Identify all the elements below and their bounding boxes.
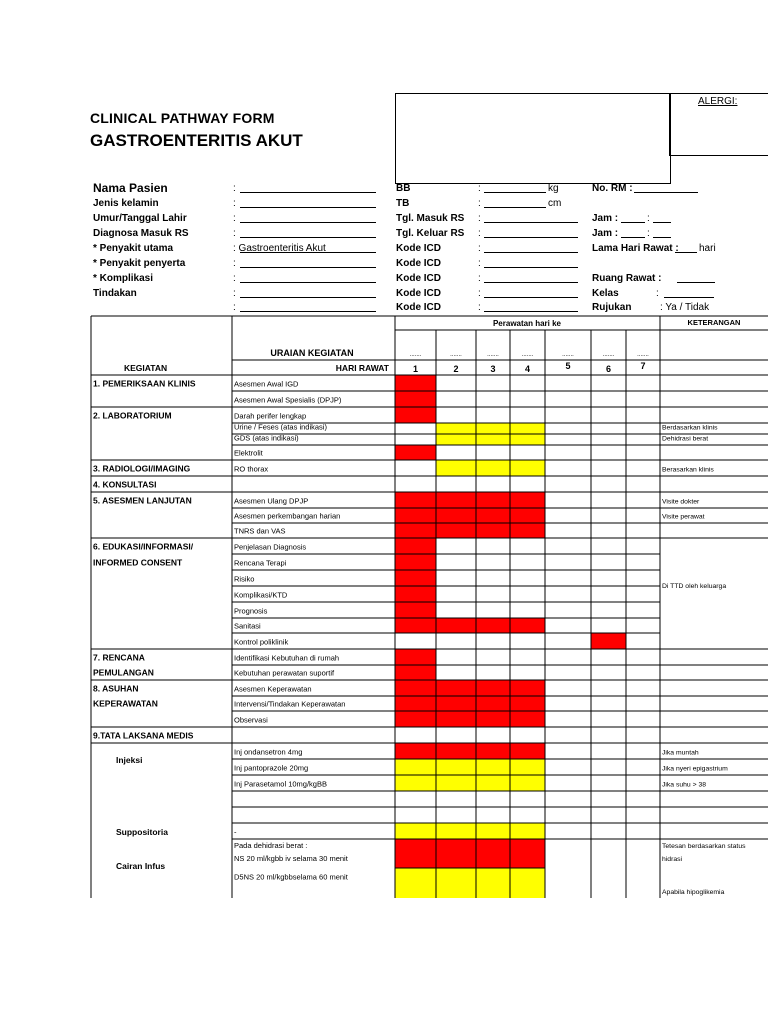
activity-description: Elektrolit: [234, 448, 263, 458]
required-cell[interactable]: [395, 554, 436, 570]
activity-description: Darah perifer lengkap: [234, 411, 307, 421]
activity-label: Injeksi: [116, 755, 143, 765]
day-date-placeholder[interactable]: .......: [409, 352, 422, 358]
kegiatan-header: KEGIATAN: [124, 363, 168, 373]
remark-text: Berdasarkan klinis: [662, 424, 718, 432]
clinical-field-value: :: [478, 243, 481, 254]
required-cell[interactable]: [395, 407, 436, 423]
clinical-field-value: :: [478, 288, 481, 299]
required-cell[interactable]: [395, 711, 436, 727]
optional-cell[interactable]: [436, 823, 476, 839]
clinical-field-value: :: [478, 228, 481, 239]
required-cell[interactable]: [591, 633, 626, 649]
patient-field-value: :: [233, 258, 236, 269]
optional-cell[interactable]: [395, 868, 436, 898]
patient-field-value: :: [233, 183, 236, 194]
day-date-placeholder[interactable]: .......: [487, 352, 499, 358]
required-cell[interactable]: [476, 508, 510, 523]
clinical-field-value: :: [478, 213, 481, 224]
optional-cell[interactable]: [476, 423, 510, 434]
required-cell[interactable]: [395, 538, 436, 554]
activity-label: 1. PEMERIKSAAN KLINIS: [93, 378, 196, 389]
patient-field-label: Jenis kelamin: [93, 198, 159, 209]
optional-cell[interactable]: [476, 434, 510, 445]
day-number: 6: [605, 364, 612, 374]
patient-field-value: :: [233, 273, 236, 284]
clinical-field-value: :: [478, 198, 481, 209]
clinical-field-label: Kode ICD: [396, 243, 441, 254]
required-cell[interactable]: [510, 618, 545, 633]
activity-label: 3. RADIOLOGI/IMAGING: [93, 463, 191, 474]
required-cell[interactable]: [436, 618, 476, 633]
activity-label: INFORMED CONSENT: [93, 557, 183, 568]
form-title: CLINICAL PATHWAY FORM: [90, 110, 275, 126]
required-cell[interactable]: [436, 492, 476, 508]
required-cell[interactable]: [476, 743, 510, 759]
required-cell[interactable]: [395, 445, 436, 460]
remark-text: Berasarkan klinis: [662, 466, 714, 474]
required-cell[interactable]: [395, 391, 436, 407]
patient-field-label: Umur/Tanggal Lahir: [93, 213, 187, 224]
clinical-field-label: Kode ICD: [396, 258, 441, 269]
optional-cell[interactable]: [476, 823, 510, 839]
admin-field-label: Jam :: [592, 228, 619, 239]
required-cell[interactable]: [436, 696, 476, 711]
required-cell[interactable]: [436, 743, 476, 759]
clinical-field-label: Tgl. Masuk RS: [396, 213, 465, 224]
patient-field-label: * Penyakit penyerta: [93, 258, 186, 269]
clinical-field-unit: kg: [548, 183, 559, 194]
remark-text: Visite perawat: [662, 513, 705, 521]
required-cell[interactable]: [395, 743, 436, 759]
optional-cell[interactable]: [476, 759, 510, 775]
admin-field-label: Rujukan: [592, 302, 632, 313]
required-cell[interactable]: [476, 680, 510, 696]
required-cell[interactable]: [436, 523, 476, 538]
day-number: 1: [412, 364, 419, 374]
admin-field-label: Kelas: [592, 288, 619, 299]
patient-field-label: Tindakan: [93, 288, 137, 299]
admin-field-unit: hari: [699, 243, 716, 254]
activity-description: Intervensi/Tindakan Keperawatan: [234, 699, 346, 709]
patient-field-value: : Gastroenteritis Akut: [233, 243, 326, 254]
required-cell[interactable]: [510, 523, 545, 538]
activity-label: Cairan Infus: [116, 861, 166, 871]
activity-description: -: [234, 827, 237, 837]
admin-field-label: Ruang Rawat :: [592, 273, 662, 284]
required-cell[interactable]: [395, 839, 436, 868]
clinical-field-value: :: [478, 302, 481, 313]
activity-description: GDS (atas indikasi): [234, 433, 299, 443]
patient-field-label: Nama Pasien: [93, 181, 168, 195]
activity-description: Inj ondansetron 4mg: [234, 747, 303, 757]
patient-field-label: Diagnosa Masuk RS: [93, 228, 189, 239]
activity-description: TNRS dan VAS: [234, 526, 286, 536]
required-cell[interactable]: [395, 680, 436, 696]
required-cell[interactable]: [395, 508, 436, 523]
remark-text: Jika muntah: [662, 749, 699, 757]
required-cell[interactable]: [395, 696, 436, 711]
remark-text: Di TTD oleh keluarga: [662, 583, 727, 590]
activity-label: 2. LABORATORIUM: [93, 410, 172, 421]
required-cell[interactable]: [395, 665, 436, 680]
activity-description: D5NS 20 ml/kgbbselama 60 menit: [234, 872, 348, 882]
optional-cell[interactable]: [510, 775, 545, 791]
required-cell[interactable]: [436, 839, 476, 868]
day-number: 7: [640, 361, 646, 371]
activity-label: 8. ASUHAN: [93, 683, 139, 694]
required-cell[interactable]: [436, 680, 476, 696]
clinical-field-label: Kode ICD: [396, 302, 441, 313]
optional-cell[interactable]: [510, 460, 545, 476]
required-cell[interactable]: [476, 618, 510, 633]
patient-field-value: :: [233, 288, 236, 299]
day-date-placeholder[interactable]: .......: [450, 352, 462, 358]
activity-label: 7. RENCANA: [93, 652, 145, 663]
activity-description: Prognosis: [234, 606, 268, 616]
activity-description: Asesmen Keperawatan: [234, 684, 312, 694]
required-cell[interactable]: [476, 711, 510, 727]
required-cell[interactable]: [510, 711, 545, 727]
required-cell[interactable]: [436, 508, 476, 523]
activity-description: Inj pantoprazole 20mg: [234, 763, 309, 773]
activity-description: Asesmen Awal IGD: [234, 379, 299, 389]
activity-description: Identifikasi Kebutuhan di rumah: [234, 653, 340, 663]
remark-text: Dehidrasi berat: [662, 435, 709, 443]
admin-field-sep: :: [656, 288, 659, 299]
optional-cell[interactable]: [436, 868, 476, 898]
optional-cell[interactable]: [436, 775, 476, 791]
day-number: 4: [524, 364, 531, 374]
activity-description: NS 20 ml/kgbb iv selama 30 menit: [234, 854, 348, 863]
required-cell[interactable]: [395, 570, 436, 586]
required-cell[interactable]: [510, 696, 545, 711]
day-number: 2: [453, 364, 459, 374]
required-cell[interactable]: [510, 743, 545, 759]
activity-description: Sanitasi: [234, 621, 261, 631]
day-number: 3: [490, 364, 496, 374]
activity-description: Komplikasi/KTD: [234, 590, 288, 600]
required-cell[interactable]: [510, 508, 545, 523]
day-date-placeholder[interactable]: .......: [562, 352, 574, 358]
activity-label: 4. KONSULTASI: [93, 479, 157, 490]
clinical-field-label: BB: [396, 183, 411, 194]
activity-description: Kebutuhan perawatan suportif: [234, 668, 335, 678]
patient-field-value: :: [233, 302, 236, 313]
required-cell[interactable]: [395, 375, 436, 391]
clinical-field-unit: cm: [548, 198, 562, 209]
required-cell[interactable]: [476, 492, 510, 508]
optional-cell[interactable]: [436, 434, 476, 445]
activity-label: PEMULANGAN: [93, 667, 154, 678]
patient-field-value: :: [233, 213, 236, 224]
activity-description: Inj Parasetamol 10mg/kgBB: [234, 779, 327, 789]
clinical-field-label: TB: [396, 198, 410, 209]
admin-field-label: Lama Hari Rawat :: [592, 243, 679, 254]
referral-options[interactable]: : Ya / Tidak: [660, 302, 710, 313]
required-cell[interactable]: [395, 586, 436, 602]
activity-description: Pada dehidrasi berat :: [234, 841, 308, 850]
optional-cell[interactable]: [436, 423, 476, 434]
day-number: 5: [565, 361, 571, 371]
patient-field-value: :: [233, 198, 236, 209]
day-date-placeholder[interactable]: .......: [521, 352, 534, 358]
activity-description: Risiko: [234, 574, 255, 584]
optional-cell[interactable]: [395, 823, 436, 839]
remark-text: Apabila hipoglikemia: [662, 889, 725, 896]
required-cell[interactable]: [510, 839, 545, 868]
required-cell[interactable]: [436, 711, 476, 727]
clinical-field-label: Tgl. Keluar RS: [396, 228, 465, 239]
patient-field-label: * Penyakit utama: [93, 243, 174, 254]
clinical-field-label: Kode ICD: [396, 273, 441, 284]
optional-cell[interactable]: [395, 759, 436, 775]
activity-label: 9.TATA LAKSANA MEDIS: [93, 730, 194, 741]
required-cell[interactable]: [395, 492, 436, 508]
admin-field-label: No. RM :: [592, 183, 633, 194]
activity-label: Suppositoria: [116, 827, 168, 837]
activity-description: Asesmen Ulang DPJP: [234, 496, 309, 506]
optional-cell[interactable]: [510, 759, 545, 775]
required-cell[interactable]: [510, 492, 545, 508]
hari-rawat-header: HARI RAWAT: [335, 363, 389, 373]
required-cell[interactable]: [510, 680, 545, 696]
clinical-field-value: :: [478, 258, 481, 269]
required-cell[interactable]: [476, 696, 510, 711]
required-cell[interactable]: [395, 618, 436, 633]
required-cell[interactable]: [476, 523, 510, 538]
optional-cell[interactable]: [436, 460, 476, 476]
activity-label: 6. EDUKASI/INFORMASI/: [93, 541, 194, 552]
required-cell[interactable]: [395, 602, 436, 618]
activity-description: Penjelasan Diagnosis: [234, 542, 307, 552]
clinical-field-value: :: [478, 183, 481, 194]
optional-cell[interactable]: [510, 423, 545, 434]
activity-label: 5. ASESMEN LANJUTAN: [93, 495, 192, 506]
perawatan-header: Perawatan hari ke: [492, 319, 562, 328]
optional-cell[interactable]: [510, 823, 545, 839]
admin-field-sep: :: [647, 213, 650, 224]
optional-cell[interactable]: [510, 868, 545, 898]
remark-text: Jika nyeri epigastrium: [662, 765, 728, 773]
admin-field-label: Jam :: [592, 213, 619, 224]
activity-description: Asesmen Awal Spesialis (DPJP): [234, 395, 342, 405]
keterangan-header: KETERANGAN: [687, 318, 741, 327]
patient-field-value: :: [233, 228, 236, 239]
activity-description: Observasi: [234, 715, 268, 725]
required-cell[interactable]: [395, 649, 436, 665]
optional-cell[interactable]: [476, 775, 510, 791]
day-date-placeholder[interactable]: .......: [637, 352, 649, 358]
clinical-field-value: :: [478, 273, 481, 284]
required-cell[interactable]: [395, 523, 436, 538]
uraian-header: URAIAN KEGIATAN: [270, 348, 354, 358]
activity-description: Asesmen perkembangan harian: [234, 511, 341, 521]
activity-description: Rencana Terapi: [234, 558, 287, 568]
remark-text: Visite dokter: [662, 498, 700, 506]
diagnosis-title: GASTROENTERITIS AKUT: [90, 131, 303, 150]
optional-cell[interactable]: [436, 759, 476, 775]
clinical-field-label: Kode ICD: [396, 288, 441, 299]
remark-text: Tetesan berdasarkan status: [662, 843, 746, 850]
optional-cell[interactable]: [395, 775, 436, 791]
remark-text: hidrasi: [662, 856, 683, 863]
allergy-label: ALERGI:: [698, 96, 738, 107]
patient-field-label: * Komplikasi: [93, 273, 154, 284]
activity-description: RO thorax: [234, 464, 269, 474]
day-date-placeholder[interactable]: .......: [602, 352, 615, 358]
activity-label: KEPERAWATAN: [93, 698, 158, 709]
admin-field-sep: :: [647, 228, 650, 239]
optional-cell[interactable]: [476, 868, 510, 898]
remark-text: Jika suhu > 38: [662, 781, 707, 789]
activity-description: Urine / Feses (atas indikasi): [234, 422, 327, 432]
optional-cell[interactable]: [510, 434, 545, 445]
activity-description: Kontrol poliklinik: [234, 637, 289, 647]
required-cell[interactable]: [476, 839, 510, 868]
optional-cell[interactable]: [476, 460, 510, 476]
